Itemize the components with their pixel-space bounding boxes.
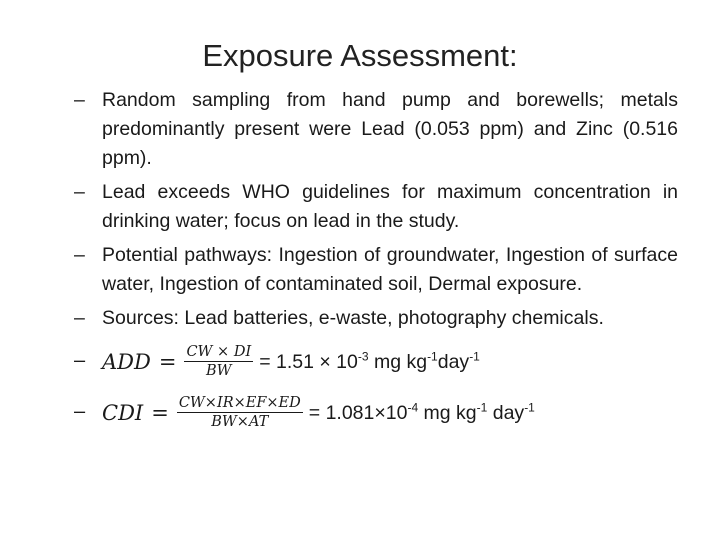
exponent: -1 [524,400,535,414]
exponent: -1 [476,400,488,414]
bullet-text: Sources: Lead batteries, e-waste, photography chemicals. [102,307,604,329]
value-prefix: = 1.081×10 [308,401,408,424]
fraction-numerator: CW×IR×EF×ED [178,395,301,411]
add-fraction [184,343,253,380]
slide-title: Exposure Assessment: [202,38,518,73]
cdi-value [309,401,535,425]
value-prefix: = 1.51 × 10 [259,350,358,373]
exponent: -1 [427,349,438,363]
unit-text: day [487,401,525,424]
bullet-sources [74,304,678,333]
bullet-dash: – [74,348,86,371]
unit-text: mg kg [368,350,428,373]
bullet-text: Potential pathways: Ingestion of groundwater, Ingestion of surface water, Ingestion of contaminated soil, Dermal exposure. [102,244,678,295]
bullet-text: Lead exceeds WHO guidelines for maximum concentration in drinking water; focus on lead in the study. [102,181,678,232]
bullet-dash: – [74,89,85,111]
unit-text: day [437,350,470,373]
bullet-dash: – [74,181,85,203]
bullet-text: Random sampling from hand pump and borewells; metals predominantly present were Lead (0.053 ppm) and Zinc (0.516 ppm). [102,89,678,169]
fraction-denominator: BW×AT [211,414,269,430]
bullet-list [74,86,678,431]
add-symbol: ADD [102,349,151,374]
cdi-symbol: CDI [102,400,144,425]
bullet-pathways [74,241,678,299]
exponent: -4 [407,400,419,414]
cdi-fraction [177,394,303,431]
bullet-who-guidelines [74,178,678,236]
bullet-dash: – [74,399,86,422]
exponent: -1 [469,349,480,363]
bullet-sampling [74,86,678,173]
unit-text: mg kg [418,401,477,424]
formula-add [74,343,678,380]
formula-cdi [74,394,678,431]
bullet-dash: – [74,244,85,266]
exponent: -3 [357,349,369,363]
add-value [259,350,480,374]
equals-sign: = [158,349,177,374]
fraction-numerator: CW × DI [186,344,252,360]
bullet-dash: – [74,307,85,329]
equals-sign: = [151,400,169,425]
fraction-denominator: BW [206,363,232,379]
